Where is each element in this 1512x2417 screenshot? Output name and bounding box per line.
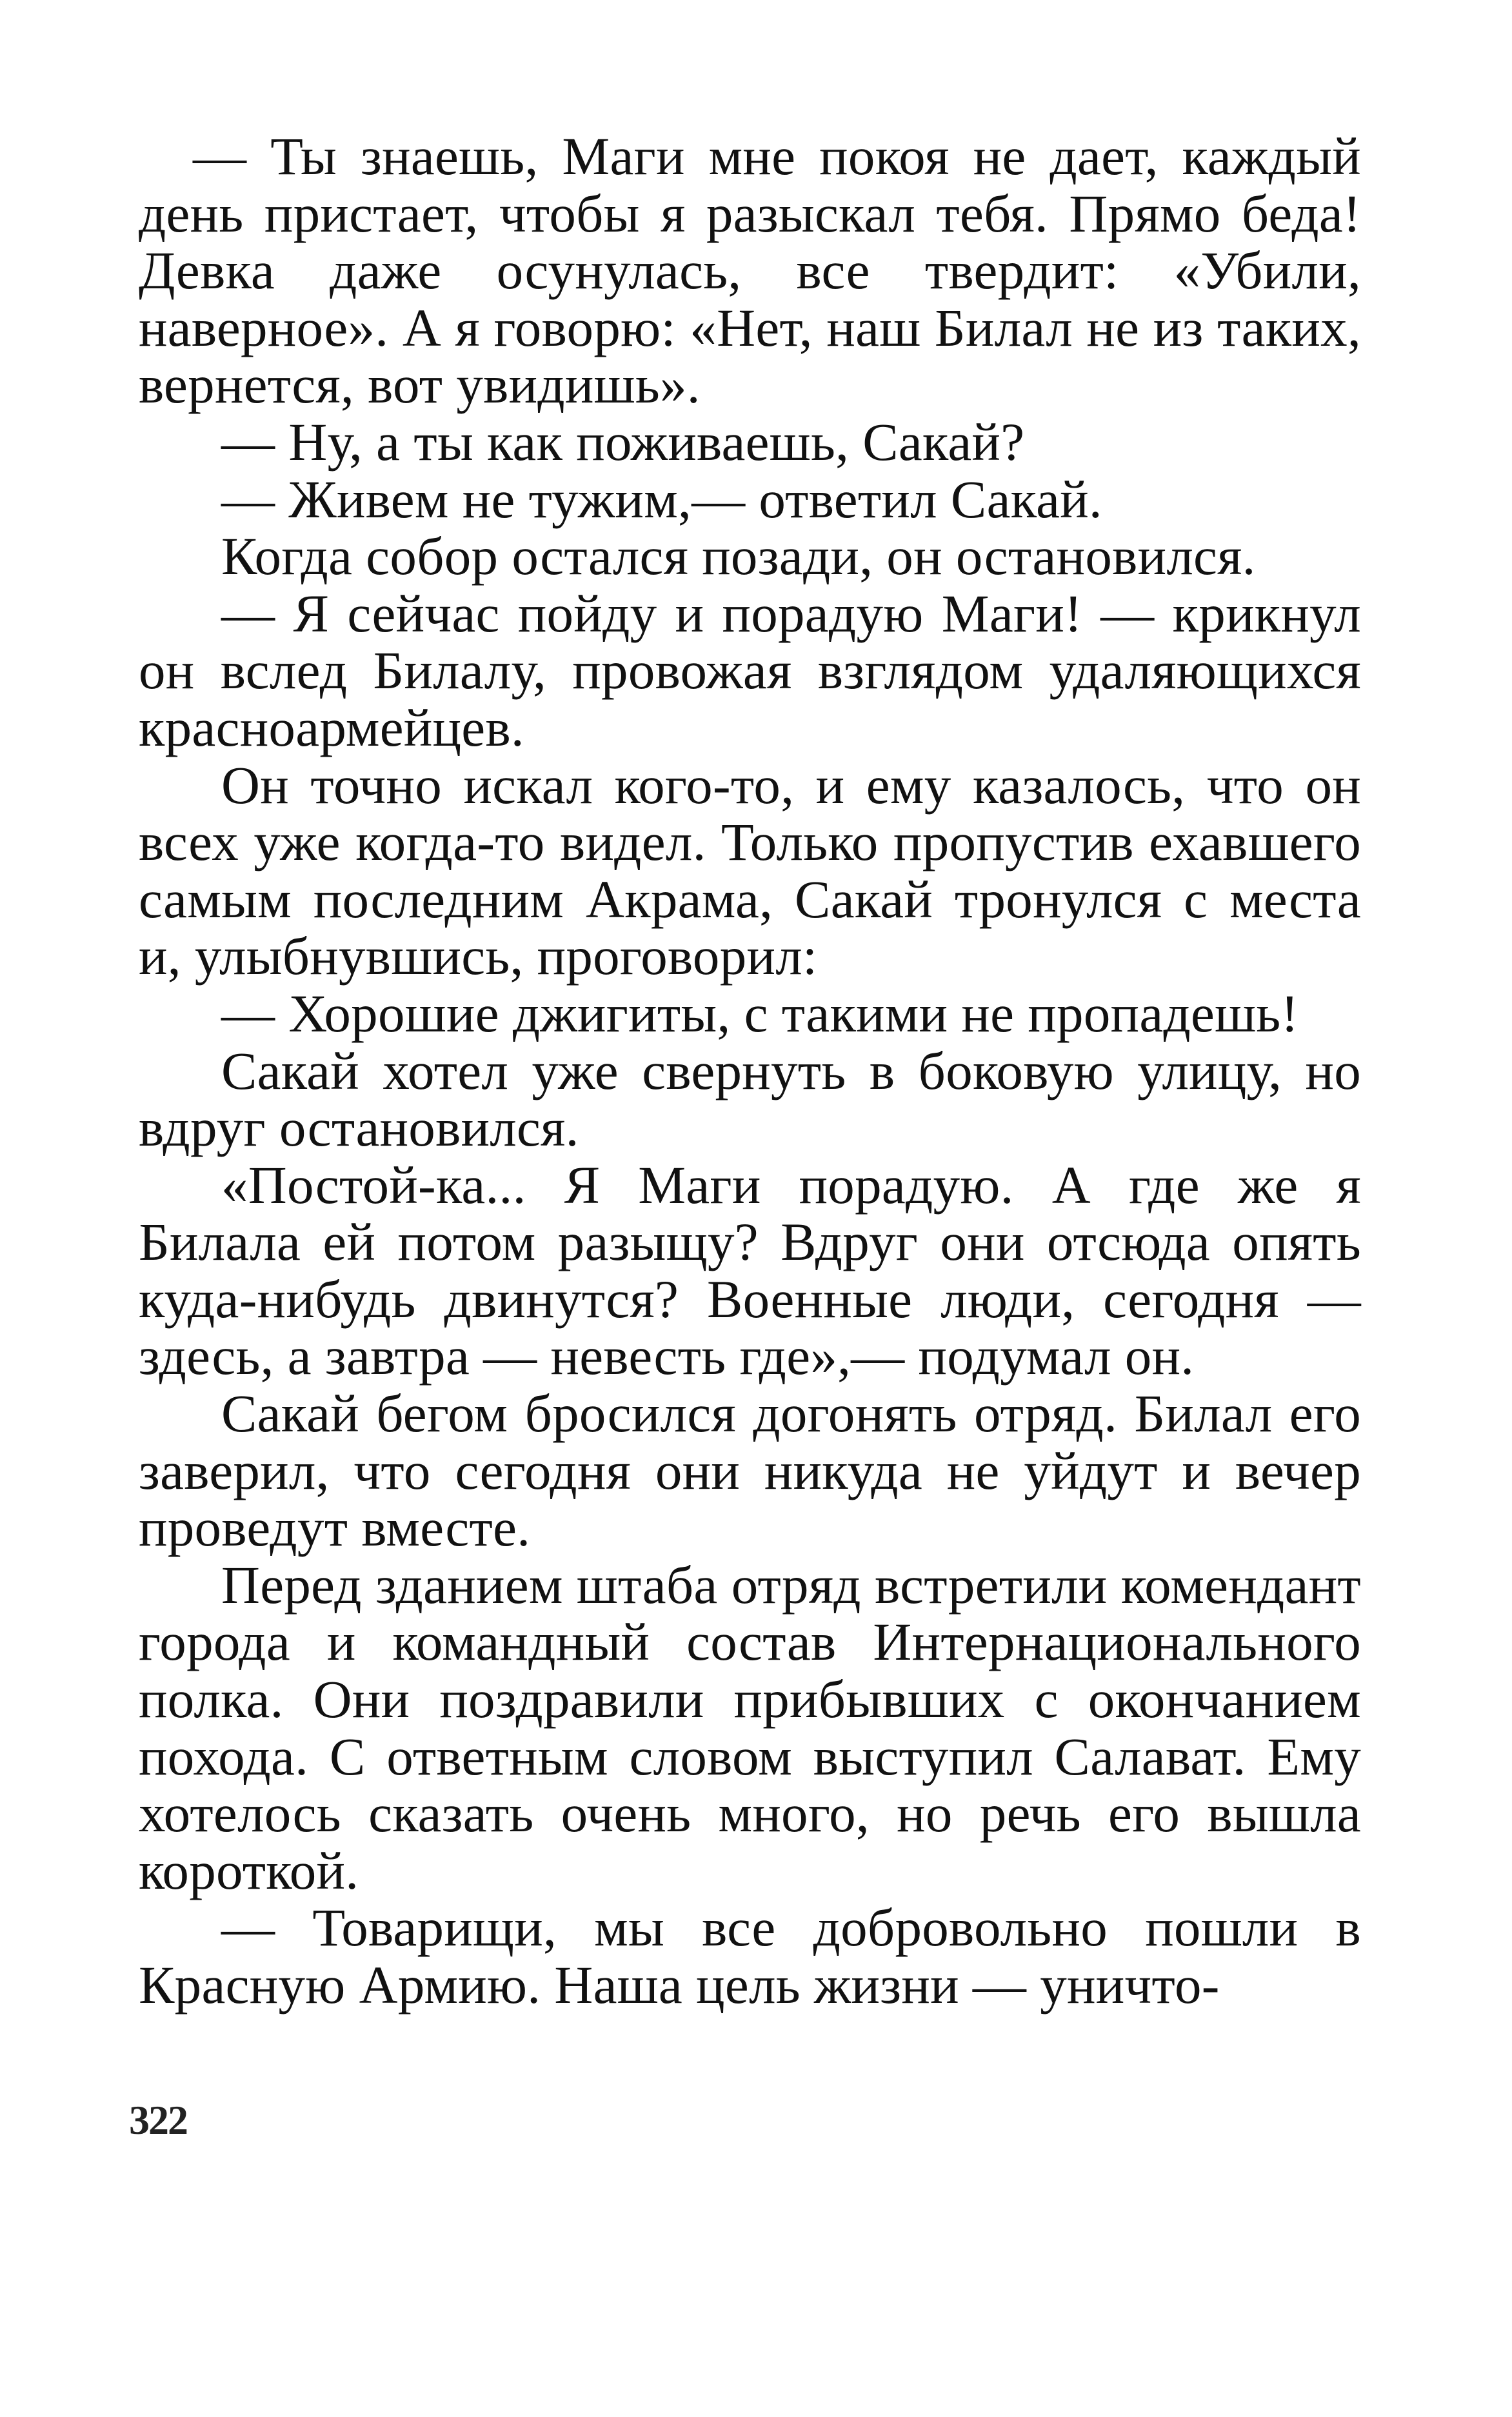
paragraph: — Хорошие джигиты, с такими не пропадешь! bbox=[221, 983, 1299, 1043]
paragraph: — Ты знаешь, Маги мне покоя не дает, каждый день пристает, чтобы я разыскал тебя. Прямо беда! Девка даже осунулась, все твердит: «Убили, наверное». А я говорю: «Нет, наш Билал не из таких, вернется, вот увидишь». bbox=[139, 126, 1361, 415]
body-text bbox=[139, 128, 1361, 2014]
paragraph: — Живем не тужим,— ответил Сакай. bbox=[221, 469, 1102, 529]
paragraph: Сакай бегом бросился догонять отряд. Билал его заверил, что сегодня они никуда не уйдут и вечер проведут вместе. bbox=[139, 1384, 1361, 1558]
paragraph: — Товарищи, мы все добровольно пошли в Красную Армию. Наша цель жизни — уничто- bbox=[139, 1898, 1361, 2014]
paragraph: Он точно искал кого-то, и ему казалось, что он всех уже когда-то видел. Только пропустив ехавшего самым последним Акрама, Сакай тронулся с места и, улыбнувшись, проговорил: bbox=[139, 755, 1361, 986]
paragraph: — Ну, а ты как поживаешь, Сакай? bbox=[221, 412, 1025, 472]
paragraph: — Я сейчас пойду и порадую Маги! — крикнул он вслед Билалу, провожая взглядом удаляющихся красноармейцев. bbox=[139, 583, 1361, 757]
paragraph: «Постой-ка... Я Маги порадую. А где же я Билала ей потом разыщу? Вдруг они отсюда опять куда-нибудь двинутся? Военные люди, сегодня — здесь, а завтра — невесть где»,— подумал он. bbox=[139, 1155, 1361, 1386]
paragraph: Перед зданием штаба отряд встретили комендант города и командный состав Интернационального полка. Они поздравили прибывших с окончанием похода. С ответным словом выступил Салават. Ему хотелось сказать очень много, но речь его вышла короткой. bbox=[139, 1555, 1361, 1900]
page-number: 322 bbox=[129, 2097, 187, 2143]
paragraph: Когда собор остался позади, он остановился. bbox=[221, 526, 1256, 586]
paragraph: Сакай хотел уже свернуть в боковую улицу, но вдруг остановился. bbox=[139, 1040, 1361, 1158]
